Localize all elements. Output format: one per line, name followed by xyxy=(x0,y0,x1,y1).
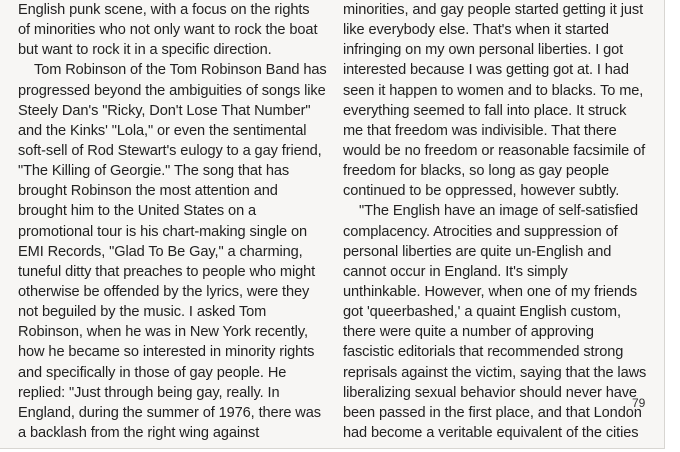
text-line: cannot occur in England. It's simply xyxy=(343,263,568,280)
text-line: and the Kinks' "Lola," or even the sentimental xyxy=(18,122,307,139)
text-line: replied: "Just through being gay, really. In xyxy=(18,384,280,401)
text-line: and specifically in those of gay people. He xyxy=(18,364,287,381)
text-line: fascistic editorials that recommended strong xyxy=(343,344,624,361)
text-line: how he became so interested in minority rights xyxy=(18,344,315,361)
text-line: promotional tour is his chart-making single on xyxy=(18,223,308,240)
right-text-column xyxy=(343,0,659,443)
text-line: otherwise be offended by the lyrics, were they xyxy=(18,283,310,300)
text-line: tuneful ditty that preaches to people who might xyxy=(18,263,316,280)
text-line: brought Robinson the most attention and xyxy=(18,183,278,200)
text-line: English punk scene, with a focus on the rights xyxy=(18,2,310,18)
text-line: progressed beyond the ambiguities of songs like xyxy=(18,82,326,99)
text-line: Steely Dan's "Ricky, Don't Lose That Number" xyxy=(18,102,311,119)
text-line: England, during the summer of 1976, there was xyxy=(18,404,321,421)
text-line: been passed in the first place, and that London xyxy=(343,404,642,421)
text-line: everything seemed to fall into place. It struck xyxy=(343,102,627,119)
text-line: freedom for blacks, so long as gay people xyxy=(343,163,610,180)
text-line: EMI Records, "Glad To Be Gay," a charming, xyxy=(18,243,303,260)
left-text-column xyxy=(18,0,334,443)
text-line: complacency. Atrocities and suppression of xyxy=(343,223,618,240)
text-line: liberalizing sexual behavior should never have xyxy=(343,384,637,401)
text-line: Robinson, when he was in New York recently, xyxy=(18,324,308,341)
text-line: reprisals against the victim, saying that the laws xyxy=(343,364,647,381)
text-line: "The English have an image of self-satisfied xyxy=(359,203,639,220)
text-line: "The Killing of Georgie." The song that has xyxy=(18,163,290,180)
text-line: continued to be oppressed, however subtly. xyxy=(343,183,620,200)
text-line: interested because I was getting got at. I had xyxy=(343,62,629,79)
text-line: seen it happen to women and to blacks. To me, xyxy=(343,82,644,99)
text-line: would be no freedom or reasonable facsimile of xyxy=(343,142,646,159)
page-number: 79 xyxy=(632,396,646,410)
text-line: unthinkable. However, when one of my friends xyxy=(343,283,638,300)
text-line: there were quite a number of approving xyxy=(343,324,594,341)
text-line: me that freedom was indivisible. That there xyxy=(343,122,617,139)
text-line: got 'queerbashed,' a quaint English custom, xyxy=(343,304,621,321)
text-line: Tom Robinson of the Tom Robinson Band has xyxy=(34,62,327,79)
text-line: like everybody else. That's when it started xyxy=(343,22,609,39)
text-line: not beguiled by the music. I asked Tom xyxy=(18,304,267,321)
text-line: brought him to the United States on a xyxy=(18,203,257,220)
text-line: minorities, and gay people started getting it just xyxy=(343,2,644,18)
text-line: but want to rock it in a specific direction. xyxy=(18,42,272,59)
text-line: a backlash from the right wing against xyxy=(18,424,260,441)
text-line: infringing on my own personal liberties. I got xyxy=(343,42,624,59)
text-line: had become a veritable equivalent of the cities xyxy=(343,424,639,441)
text-line: of minorities who not only want to rock the boat xyxy=(18,22,318,39)
text-line: soft-sell of Rod Stewart's eulogy to a gay friend, xyxy=(18,142,322,159)
text-line: personal liberties are quite un-English and xyxy=(343,243,612,260)
